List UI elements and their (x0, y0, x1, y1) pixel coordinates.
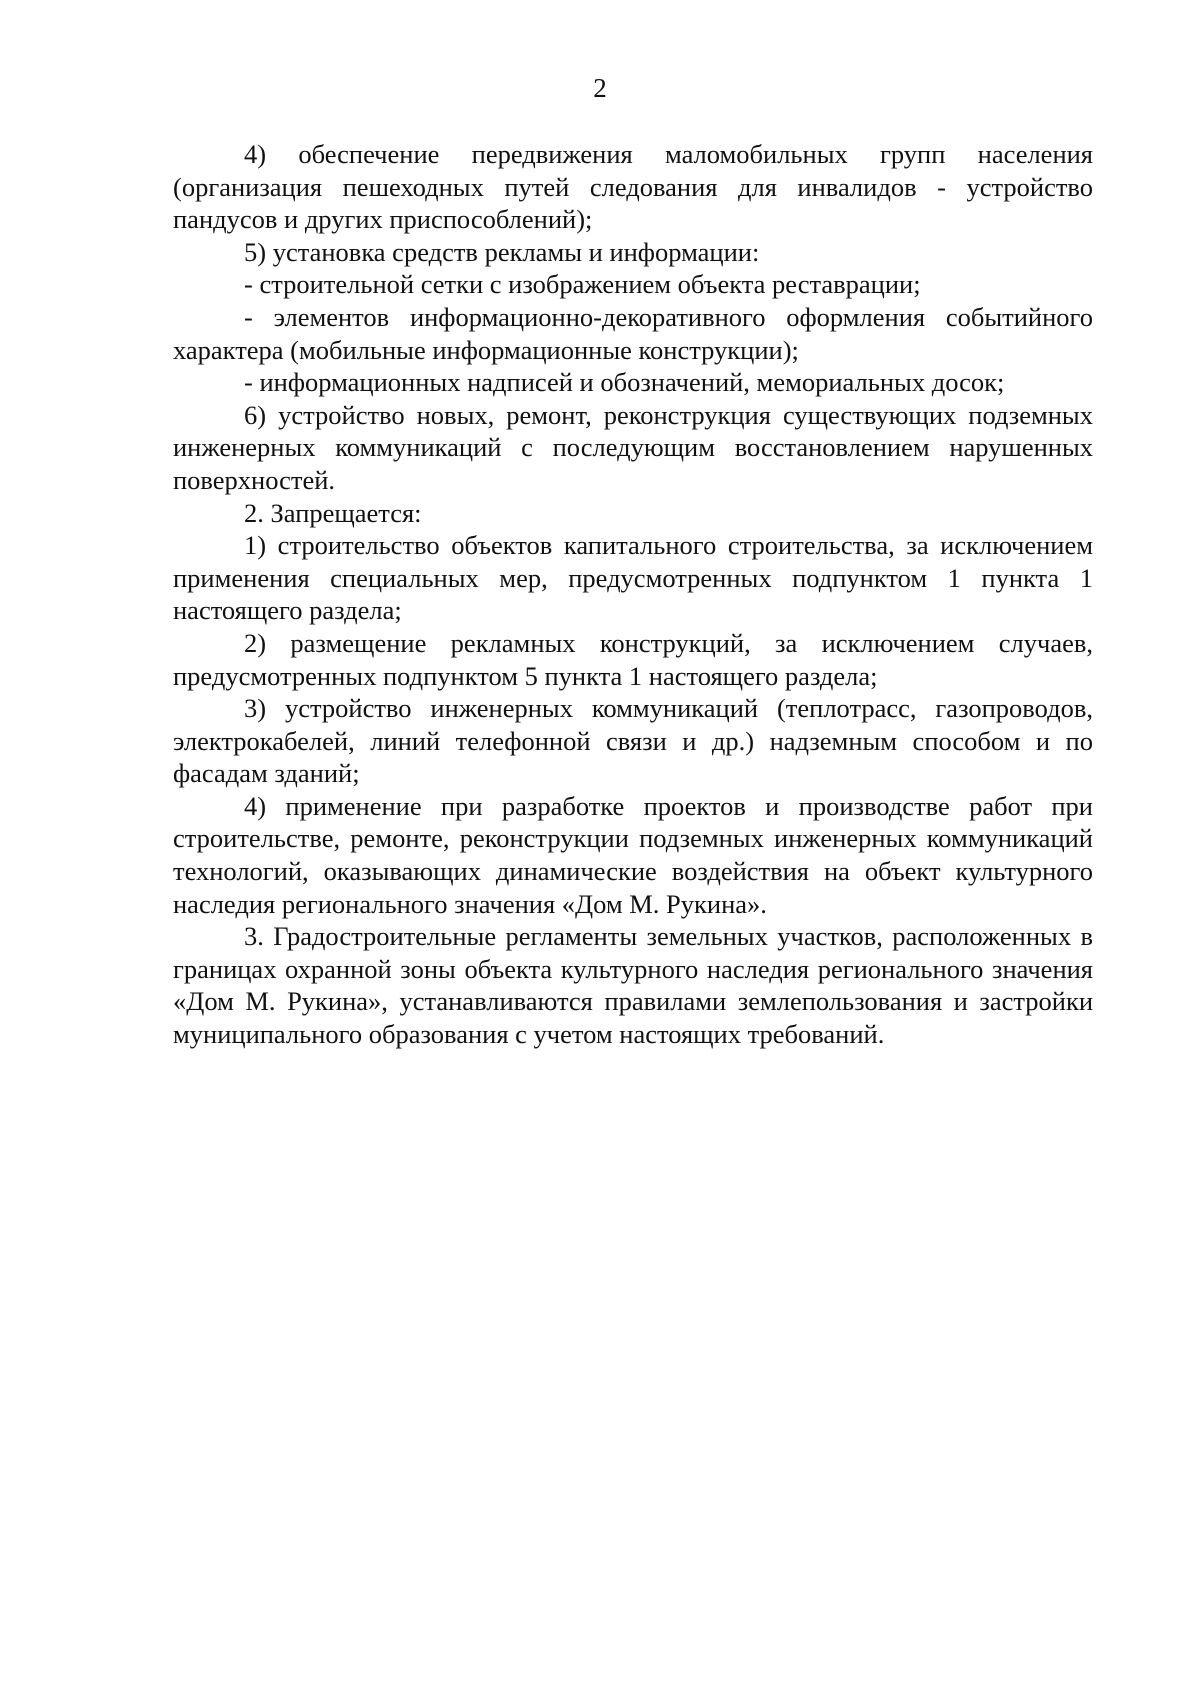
paragraph-construction-mesh: - строительной сетки с изображением объекта реставрации; (244, 269, 921, 300)
paragraph-prohibited-item-2: 2) размещение рекламных конструкций, за исключением случаев, предусмотренных подпунктом 5 пункта 1 настоящего раздела; (173, 627, 1093, 691)
paragraph-prohibited-item-1: 1) строительство объектов капитального строительства, за исключением применения специальных мер, предусмотренных подпунктом 1 пункта 1 настоящего раздела; (173, 530, 1093, 626)
paragraph-item-5-advertising: 5) установка средств рекламы и информации: (244, 236, 760, 267)
paragraph-item-6-utilities: 6) устройство новых, ремонт, реконструкция существующих подземных инженерных коммуникаций с последующим восстановлением нарушенных поверхностей. (173, 399, 1093, 495)
paragraph-prohibited-item-3: 3) устройство инженерных коммуникаций (теплотрасс, газопроводов, электрокабелей, линий телефонной связи и др.) надземным способом и по фасадам зданий; (173, 693, 1093, 789)
document-body (173, 138, 1093, 1051)
paragraph-memorial-plaques: - информационных надписей и обозначений, мемориальных досок; (244, 367, 1005, 398)
paragraph-decorative-elements: - элементов информационно-декоративного оформления событийного характера (мобильные информационные конструкции); (173, 301, 1093, 365)
paragraph-section-2-prohibited: 2. Запрещается: (244, 497, 422, 528)
paragraph-item-4-accessibility: 4) обеспечение передвижения маломобильных групп населения (организация пешеходных путей следования для инвалидов - устройство пандусов и других приспособлений); (173, 139, 1093, 235)
page-number: 2 (593, 73, 607, 103)
paragraph-prohibited-item-4: 4) применение при разработке проектов и производстве работ при строительстве, ремонте, реконструкции подземных инженерных коммуникаций технологий, оказывающих динамические воздействия на объект культурного наследия регионального значения «Дом М. Рукина». (173, 790, 1093, 919)
paragraph-section-3-regulations: 3. Градостроительные регламенты земельных участков, расположенных в границах охранной зоны объекта культурного наследия регионального значения «Дом М. Рукина», устанавливаются правилами землепользования и застройки муниципального образования с учетом настоящих требований. (173, 921, 1093, 1050)
